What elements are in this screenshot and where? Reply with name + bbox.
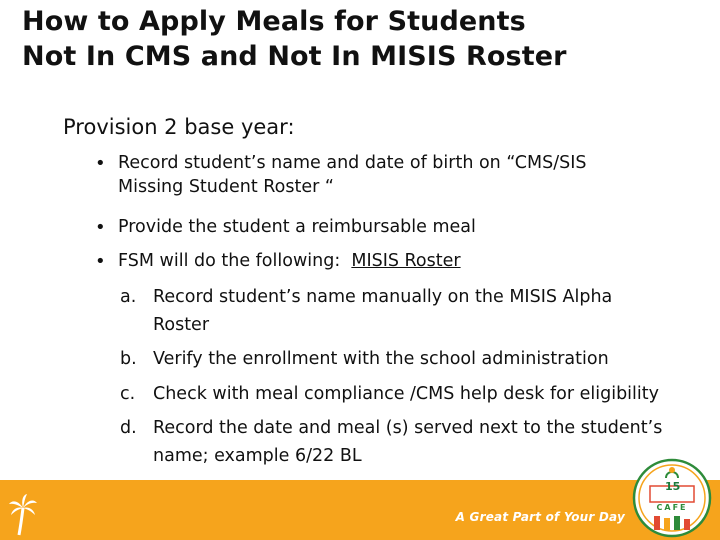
step-letter: d.	[120, 418, 137, 438]
bullet-3-line-1	[118, 250, 461, 273]
bullet-1-line-2: Missing Student Roster “	[118, 177, 334, 197]
step-letter: c.	[120, 384, 136, 404]
footer-slogan: A Great Part of Your Day	[455, 510, 625, 524]
title-line-1: How to Apply Meals for Students	[22, 6, 526, 37]
step-letter: b.	[120, 349, 137, 369]
palm-tree-icon	[8, 494, 38, 536]
step-d-line-2: name; example 6/22 BL	[153, 446, 362, 466]
step-letter: a.	[120, 287, 137, 307]
bullet-2-line-1: Provide the student a reimbursable meal	[118, 217, 476, 237]
bullet-dot-icon: •	[95, 251, 106, 272]
bullet-1-line-1: Record student’s name and date of birth on “CMS/SIS	[118, 153, 587, 173]
step-d-line-1: Record the date and meal (s) served next to the student’s	[153, 418, 663, 438]
step-b-line-1: Verify the enrollment with the school administration	[153, 349, 609, 369]
cafe-logo	[632, 458, 712, 540]
misis-roster-link[interactable]: MISIS Roster	[351, 251, 461, 271]
logo-text: CAFE	[656, 503, 688, 512]
page-title	[22, 4, 712, 74]
step-c-line-1: Check with meal compliance /CMS help desk for eligibility	[153, 384, 659, 404]
section-heading: Provision 2 base year:	[63, 115, 295, 139]
bullet-3-prefix: FSM will do the following:	[118, 251, 352, 271]
bullet-dot-icon: •	[95, 153, 106, 174]
step-a-line-1: Record student’s name manually on the MISIS Alpha	[153, 287, 613, 307]
step-a-line-2: Roster	[153, 315, 210, 335]
title-line-2: Not In CMS and Not In MISIS Roster	[22, 41, 567, 72]
page-number: 15	[665, 480, 681, 493]
bullet-dot-icon: •	[95, 217, 106, 238]
